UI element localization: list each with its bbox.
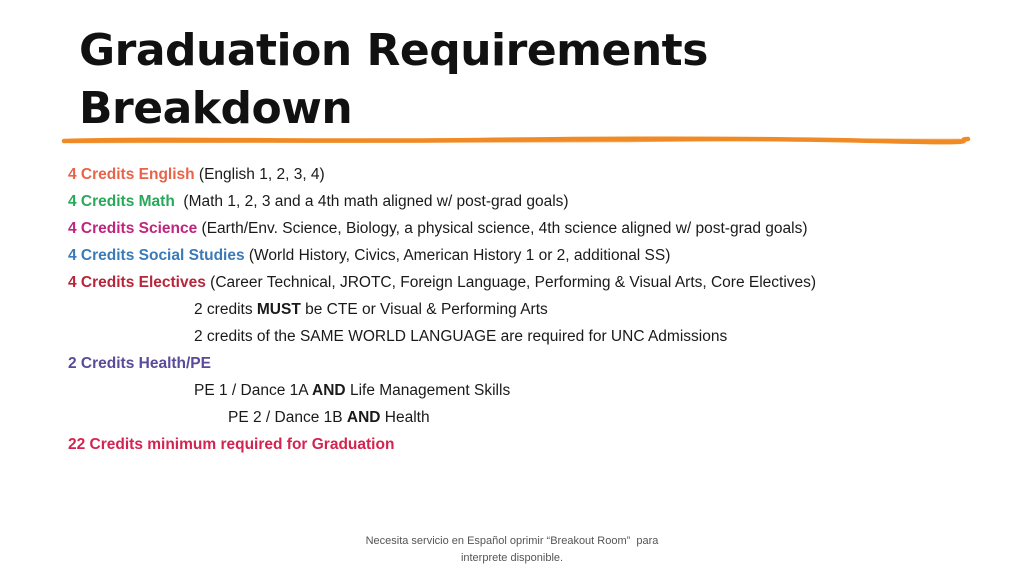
title-underline-stroke: [60, 132, 972, 148]
math-credits-label: 4 Credits Math: [68, 193, 175, 210]
electives-note-language-text: 2 credits of the SAME WORLD LANGUAGE are required for UNC Admissions: [194, 328, 728, 345]
health-option-pe2-post: Health: [380, 409, 430, 426]
health-option-pe1: [68, 377, 988, 404]
slide-title-line-2: Breakdown: [79, 83, 353, 134]
math-credits-detail: (Math 1, 2, 3 and a 4th math aligned w/ post-grad goals): [174, 193, 569, 210]
social-studies-credits-detail: (World History, Civics, American History 1 or 2, additional SS): [244, 247, 671, 264]
social-studies-credits-label: 4 Credits Social Studies: [68, 247, 245, 264]
slide-title-line-1: Graduation Requirements: [79, 25, 708, 76]
science-credits-detail: (Earth/Env. Science, Biology, a physical science, 4th science aligned w/ post-grad goals): [197, 220, 808, 237]
requirements-list: [68, 161, 988, 458]
health-option-pe2-pre: PE 2 / Dance 1B: [228, 409, 347, 426]
requirement-science: [68, 215, 988, 242]
science-credits-label: 4 Credits Science: [68, 220, 198, 237]
requirement-math: [68, 188, 988, 215]
electives-note-language: [68, 323, 988, 350]
electives-note-cte-post: be CTE or Visual & Performing Arts: [300, 301, 548, 318]
footer-line-2: interprete disponible.: [460, 552, 564, 564]
health-pe-credits-label: 2 Credits Health/PE: [68, 355, 211, 372]
electives-credits-label: 4 Credits Electives: [68, 274, 206, 291]
health-option-pe1-and: AND: [312, 382, 346, 399]
health-option-pe1-pre: PE 1 / Dance 1A: [194, 382, 313, 399]
health-option-pe2-and: AND: [346, 409, 381, 426]
requirement-health-pe: [68, 350, 988, 377]
slide-title: [79, 22, 708, 138]
health-option-pe1-post: Life Management Skills: [345, 382, 511, 399]
electives-note-cte: [68, 296, 988, 323]
requirement-english: [68, 161, 988, 188]
electives-credits-detail: (Career Technical, JROTC, Foreign Language, Performing & Visual Arts, Core Electives): [205, 274, 817, 291]
footer-line-1: Necesita servicio en Español oprimir “Breakout Room” para: [365, 535, 659, 547]
total-credits-text: 22 Credits minimum required for Graduation: [68, 436, 395, 453]
electives-note-cte-pre: 2 credits: [194, 301, 257, 318]
footer-spanish-note: [340, 533, 684, 567]
english-credits-label: 4 Credits English: [68, 166, 195, 183]
english-credits-detail: (English 1, 2, 3, 4): [194, 166, 325, 183]
electives-note-cte-must: MUST: [256, 301, 301, 318]
health-option-pe2: [68, 404, 988, 431]
requirement-total: [68, 431, 988, 458]
requirement-social-studies: [68, 242, 988, 269]
requirement-electives: [68, 269, 988, 296]
